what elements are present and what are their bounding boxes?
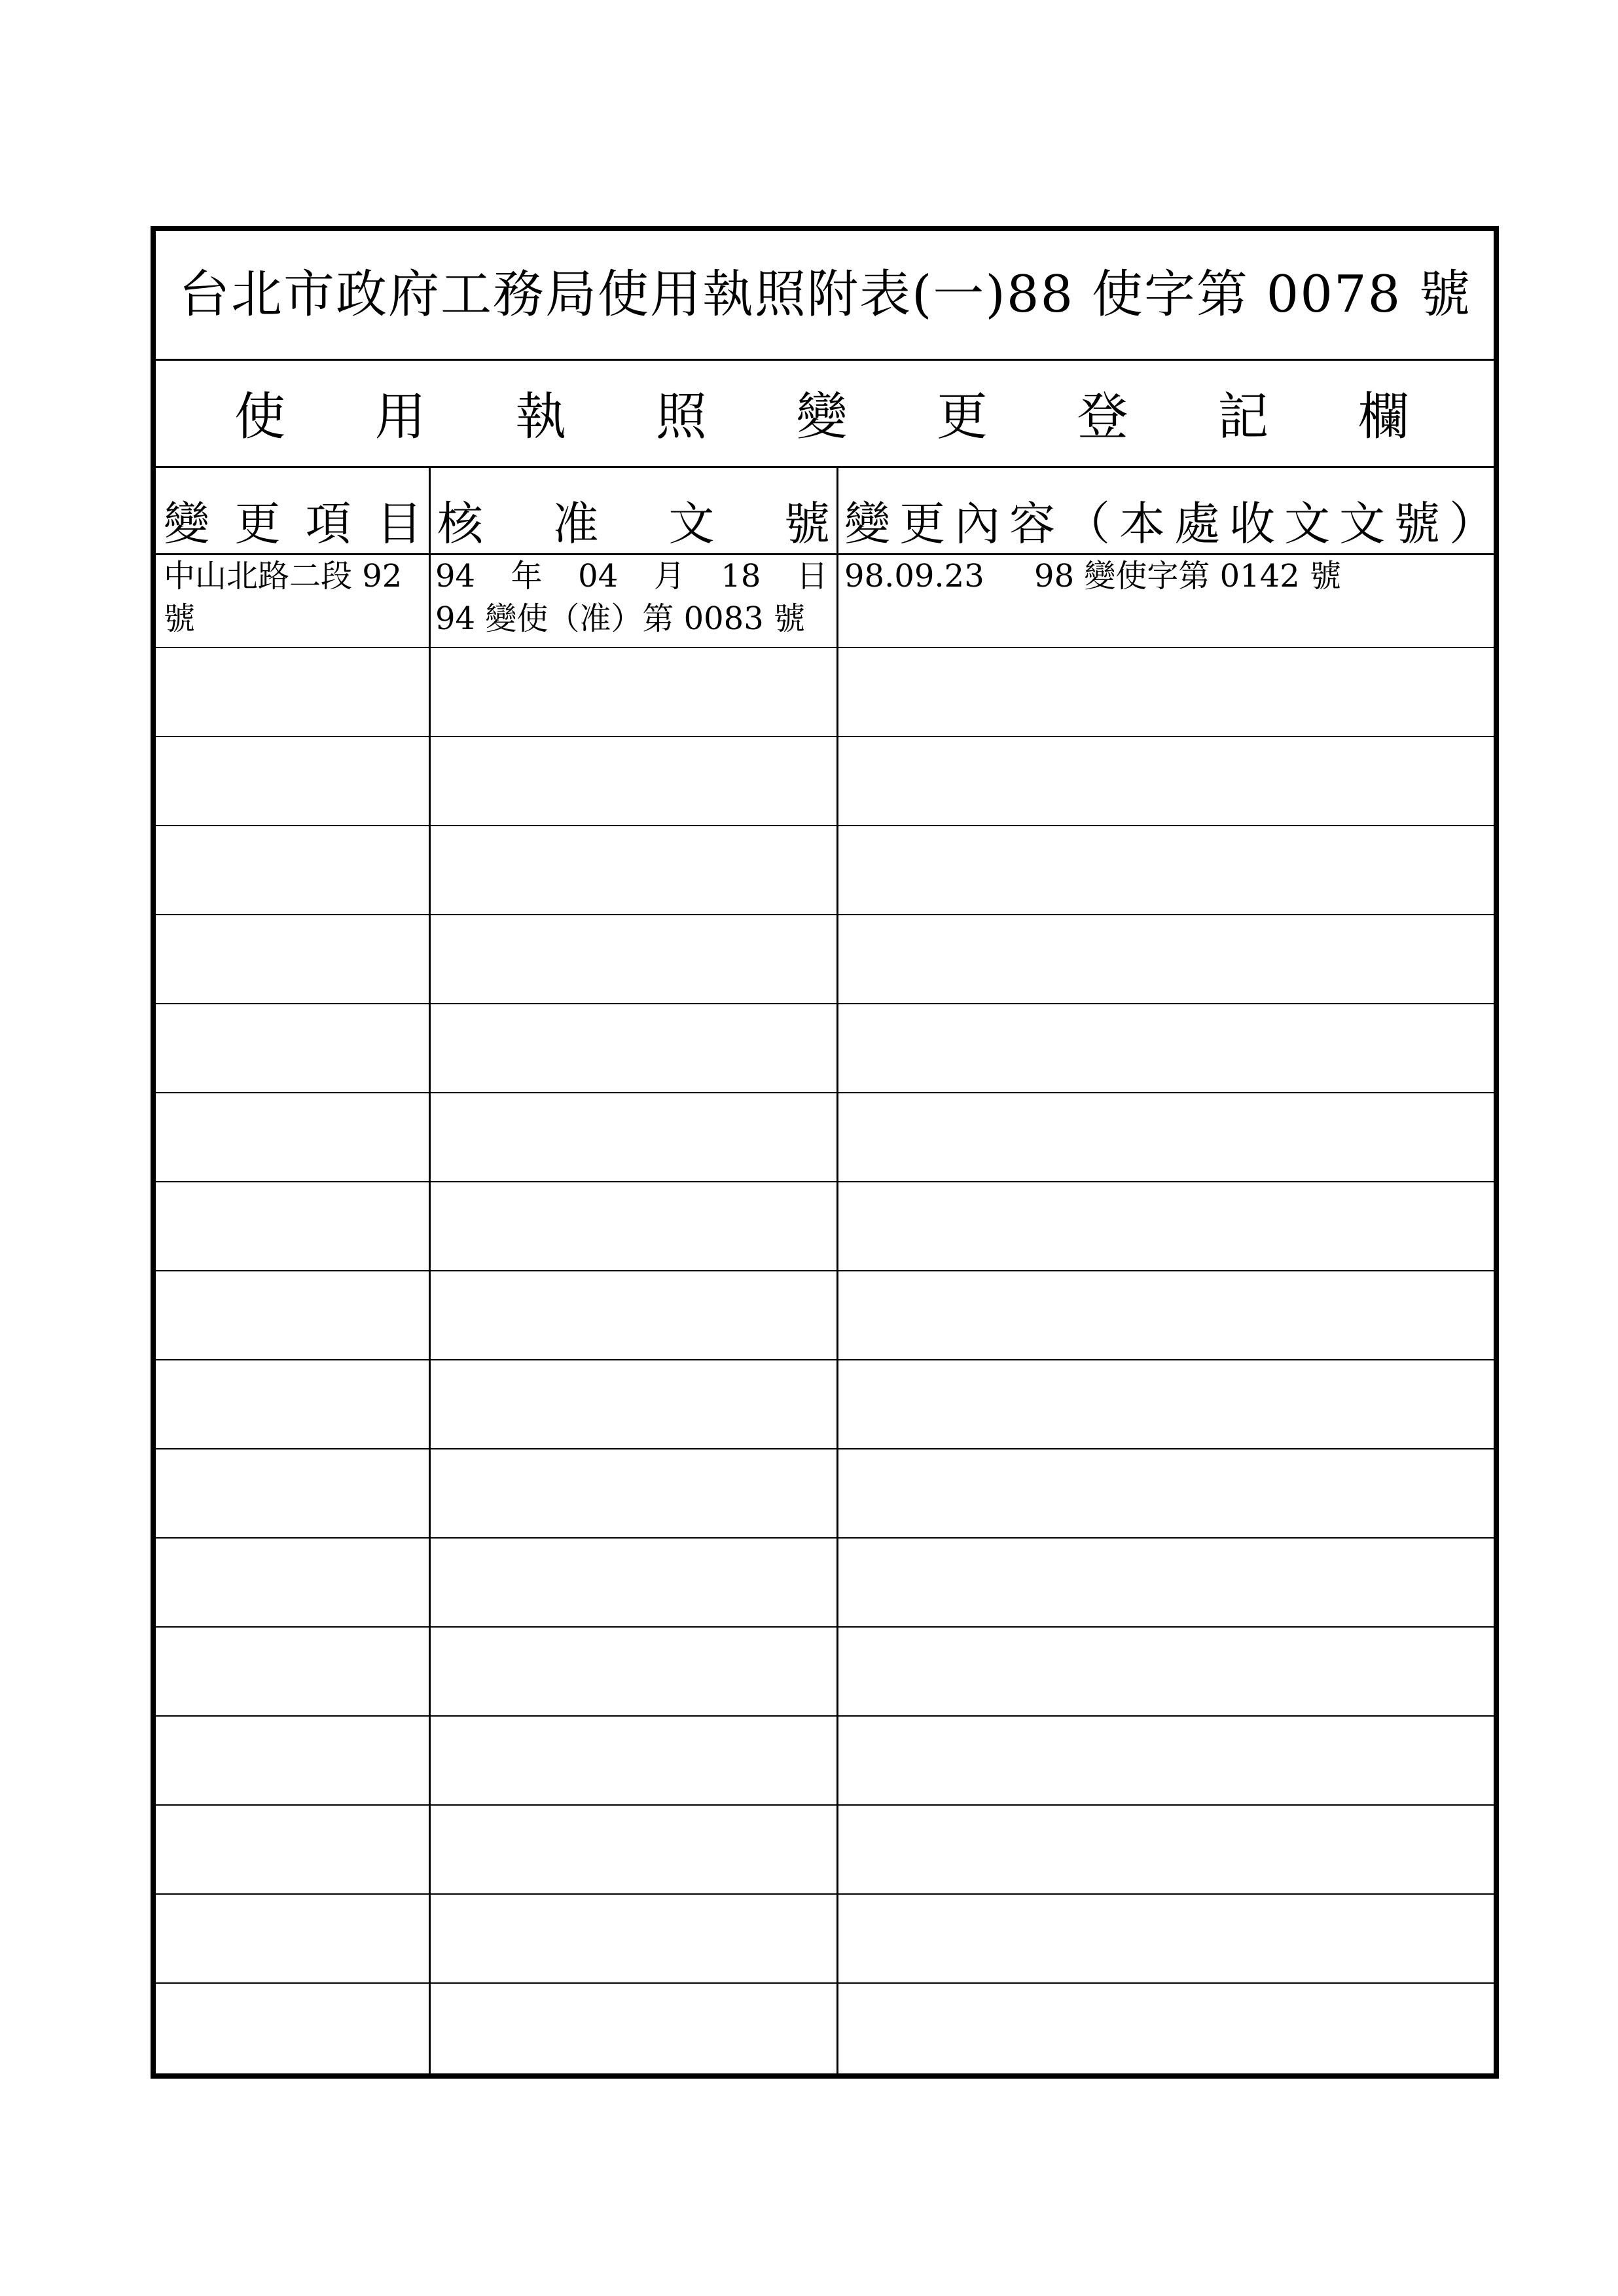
subtitle-char: 使 — [234, 388, 286, 446]
table-row-line — [156, 647, 1494, 648]
header-char: 目 — [376, 497, 422, 551]
table-row-line — [156, 1893, 1494, 1895]
date-part: 18 — [721, 558, 761, 594]
date-part: 日 — [796, 558, 828, 594]
subtitle-char: 更 — [937, 388, 988, 446]
row-1-approval-no: 94 變使（准）第 0083 號 — [435, 600, 806, 637]
table-row-line — [156, 1359, 1494, 1360]
table-row-line — [156, 1003, 1494, 1004]
date-part: 月 — [653, 558, 685, 594]
date-part: 94 — [435, 558, 476, 594]
header-char: 變 — [164, 497, 209, 551]
table-row-line — [156, 1804, 1494, 1806]
table-row-line — [156, 914, 1494, 915]
subtitle-char: 登 — [1077, 388, 1128, 446]
row-1-content: 98.09.23 98 變使字第 0142 號 — [844, 558, 1342, 594]
header-char: 文 — [668, 497, 715, 551]
header-char: 核 — [437, 497, 483, 551]
form-title: 台北市政府工務局使用執照附表(一)88 使字第 0078 號 — [178, 265, 1471, 324]
column-header-item — [164, 478, 422, 570]
row-1-item-line1: 中山北路二段 92 — [164, 558, 403, 594]
column-header-approval — [437, 478, 830, 570]
table-row-line — [156, 1982, 1494, 1984]
header-char: 號 — [783, 497, 830, 551]
divider — [156, 359, 1494, 361]
row-1-item-line2: 號 — [164, 600, 196, 637]
header-char: 更 — [234, 497, 281, 551]
table-row-line — [156, 1537, 1494, 1539]
table-row-line — [156, 736, 1494, 737]
subtitle-char: 變 — [796, 388, 848, 446]
column-divider — [836, 466, 838, 2075]
subtitle-char: 欄 — [1357, 388, 1409, 446]
header-char: 項 — [305, 497, 351, 551]
row-1-approval-date — [435, 556, 828, 596]
form-subtitle — [156, 363, 1494, 462]
subtitle-char: 執 — [515, 388, 567, 446]
header-char: 准 — [552, 497, 599, 551]
subtitle-char: 用 — [374, 388, 426, 446]
table-row-line — [156, 1092, 1494, 1093]
column-divider — [429, 466, 431, 2075]
table-row-line — [156, 1270, 1494, 1271]
date-part: 年 — [511, 558, 543, 594]
table-row-line — [156, 1626, 1494, 1628]
table-row-line — [156, 1715, 1494, 1717]
divider — [156, 553, 1494, 555]
table-row-line — [156, 1181, 1494, 1182]
divider — [156, 466, 1494, 468]
table-row-line — [156, 825, 1494, 826]
subtitle-char: 記 — [1217, 388, 1269, 446]
column-header-content: 變更內容（本處收文文號） — [844, 497, 1504, 551]
subtitle-char: 照 — [655, 388, 707, 446]
table-row-line — [156, 1448, 1494, 1449]
date-part: 04 — [578, 558, 619, 594]
